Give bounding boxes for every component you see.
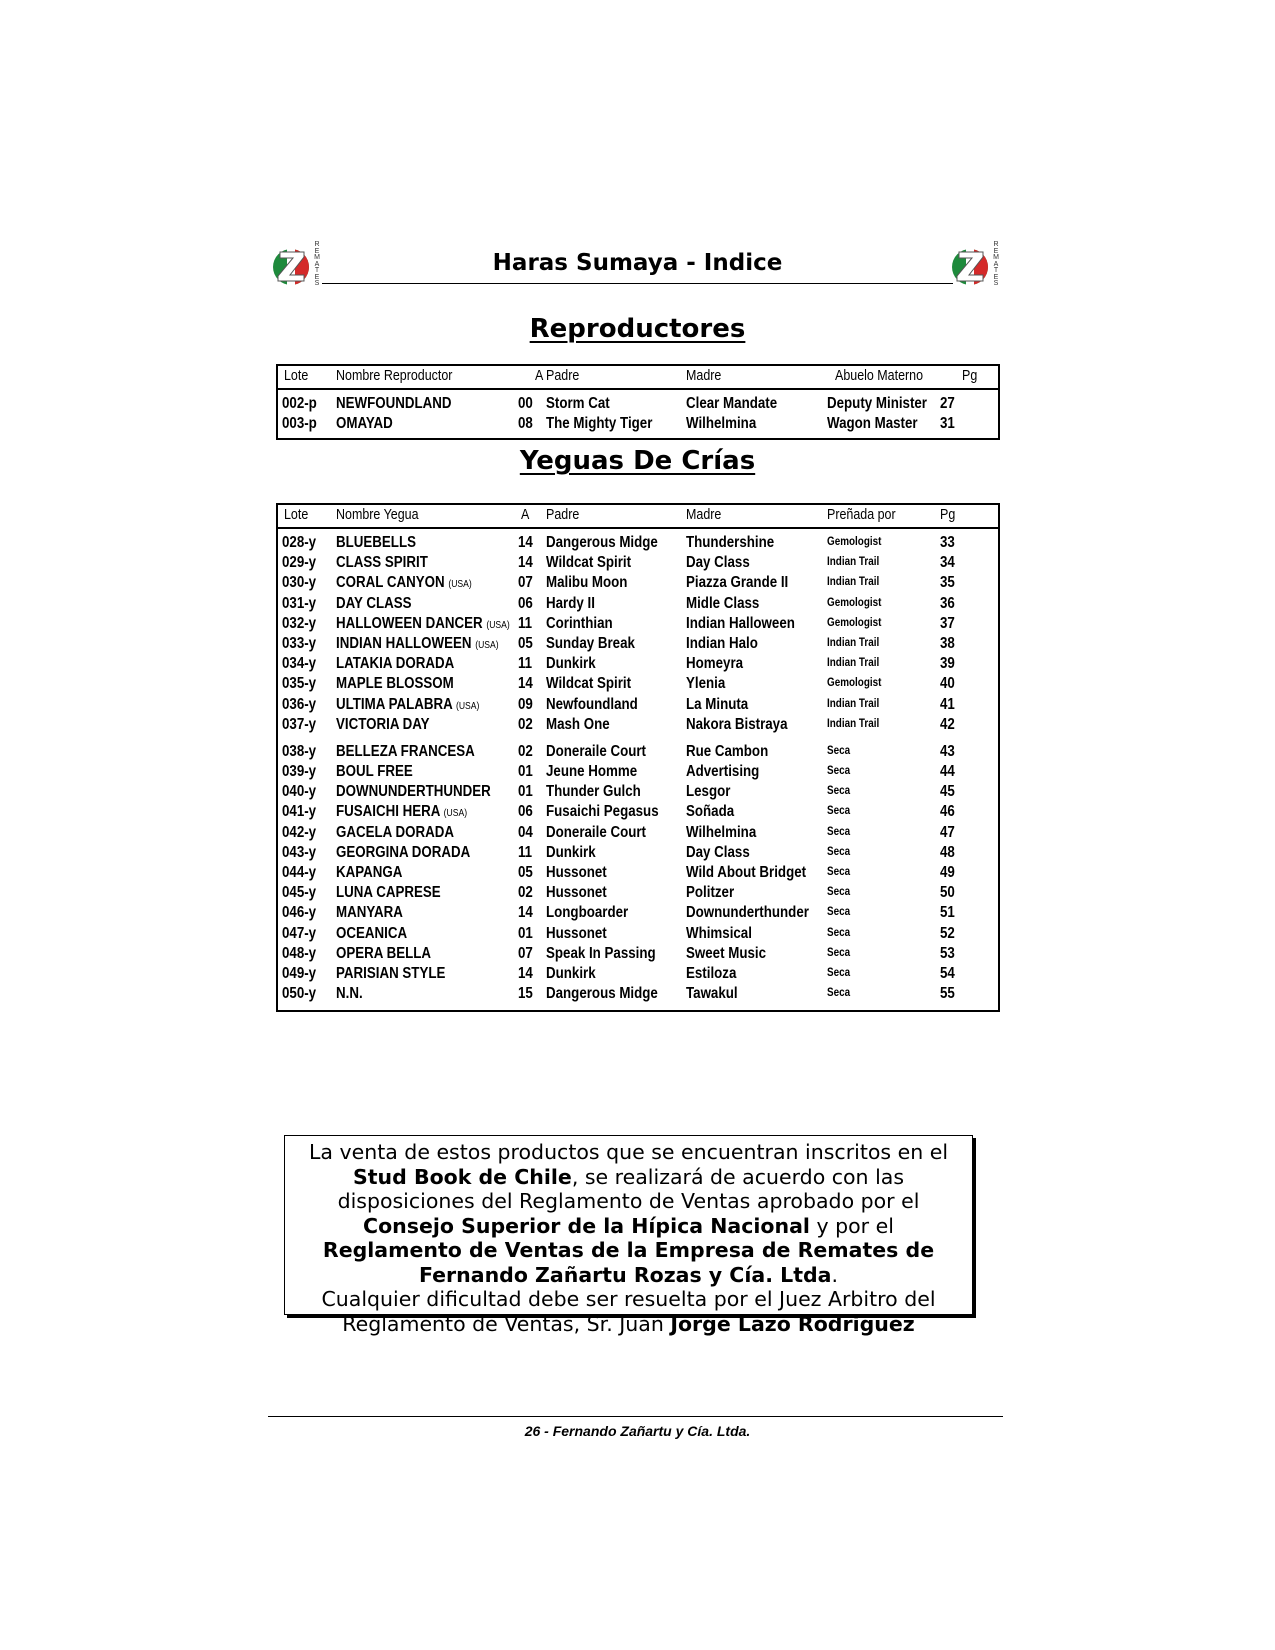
cell-prenada: Seca: [827, 906, 851, 919]
cell-pg: 46: [940, 803, 955, 821]
page-title: Haras Sumaya - Indice: [492, 250, 783, 276]
cell-prenada: Seca: [827, 946, 851, 959]
cell-prenada: Indian Trail: [827, 576, 880, 589]
cell-madre: Nakora Bistraya: [686, 715, 788, 733]
cell-pg: 43: [940, 742, 955, 760]
cell-pg: 31: [940, 415, 955, 432]
horse-name: OCEANICA: [336, 924, 408, 942]
cell-prenada: Gemologist: [827, 536, 882, 548]
cell-madre: Ylenia: [686, 675, 726, 693]
cell-a: 04: [518, 823, 533, 841]
col-nombre: Nombre Reproductor: [336, 368, 453, 384]
col-pg: Pg: [962, 368, 978, 384]
cell-nombre: [336, 925, 407, 943]
cell-pg: 55: [940, 985, 955, 1003]
cell-pg: 53: [940, 944, 955, 962]
cell-prenada: Indian Trail: [827, 657, 880, 670]
notice-bold: Stud Book de Chile: [352, 1164, 572, 1189]
cell-pg: 39: [940, 655, 955, 673]
cell-lote: 036-y: [282, 695, 317, 713]
table-row: [278, 415, 998, 435]
cell-madre: Day Class: [686, 554, 750, 572]
cell-pg: 33: [940, 534, 955, 551]
cell-madre: Tawakul: [686, 985, 738, 1003]
yeguas-table: [276, 503, 1000, 1012]
cell-prenada: Seca: [827, 805, 851, 818]
cell-prenada: Seca: [827, 966, 851, 979]
table-row: [278, 635, 998, 655]
cell-madre: Indian Halloween: [686, 614, 795, 632]
cell-nombre: [336, 884, 441, 902]
col-pg: Pg: [940, 507, 956, 523]
cell-padre: Hussonet: [546, 864, 607, 881]
cell-padre: Hardy II: [546, 594, 595, 612]
cell-nombre: [336, 844, 470, 862]
cell-a: 05: [518, 864, 533, 881]
cell-nombre: [336, 743, 475, 761]
table-row: [278, 554, 998, 574]
cell-pg: 45: [940, 783, 955, 801]
cell-madre: Midle Class: [686, 594, 760, 612]
horse-name: DOWNUNDERTHUNDER: [336, 783, 491, 801]
cell-a: 14: [518, 675, 533, 693]
cell-pg: 27: [940, 395, 955, 412]
cell-lote: 030-y: [282, 574, 317, 592]
cell-lote: 035-y: [282, 675, 317, 693]
col-a: A: [521, 507, 530, 523]
cell-madre: Soñada: [686, 803, 735, 821]
cell-prenada: Seca: [827, 744, 851, 757]
cell-padre: Hussonet: [546, 924, 607, 942]
horse-name: BLUEBELLS: [336, 534, 416, 551]
col-madre: Madre: [686, 507, 722, 523]
cell-lote: 038-y: [282, 742, 317, 760]
cell-lote: 047-y: [282, 924, 317, 942]
cell-prenada: Indian Trail: [827, 556, 880, 569]
cell-padre: Dangerous Midge: [546, 985, 658, 1003]
usa-tag: (USA): [443, 808, 468, 820]
col-abuelo: Abuelo Materno: [835, 368, 924, 384]
cell-madre: Wild About Bridget: [686, 864, 807, 881]
cell-madre: Day Class: [686, 843, 750, 861]
cell-lote: 032-y: [282, 614, 317, 632]
horse-name: MANYARA: [336, 904, 403, 922]
cell-lote: 045-y: [282, 884, 317, 902]
horse-name: HALLOWEEN DANCER: [336, 614, 483, 632]
cell-nombre: [336, 945, 431, 963]
cell-pg: 47: [940, 823, 955, 841]
cell-nombre: [336, 574, 472, 592]
cell-nombre: [336, 675, 454, 693]
cell-nombre: [336, 783, 491, 801]
cell-pg: 42: [940, 715, 955, 733]
cell-padre: Malibu Moon: [546, 574, 628, 592]
cell-nombre: [336, 595, 412, 613]
cell-padre: Dunkirk: [546, 843, 596, 861]
cell-nombre: [336, 635, 499, 653]
cell-madre: Indian Halo: [686, 634, 758, 652]
cell-nombre: [336, 824, 454, 842]
table-row: [278, 965, 998, 985]
cell-lote: 046-y: [282, 904, 317, 922]
cell-pg: 51: [940, 904, 955, 922]
page-footer: 26 - Fernando Zañartu y Cía. Ltda.: [524, 1423, 751, 1439]
usa-tag: (USA): [455, 700, 480, 712]
col-prenada: Preñada por: [827, 507, 896, 523]
cell-prenada: Seca: [827, 866, 851, 878]
cell-nombre: [336, 763, 413, 781]
cell-madre: Estiloza: [686, 964, 737, 982]
notice-text: y por el: [809, 1213, 894, 1238]
cell-lote: 043-y: [282, 843, 317, 861]
horse-name: BOUL FREE: [336, 763, 413, 781]
cell-padre: Dangerous Midge: [546, 534, 658, 551]
usa-tag: (USA): [448, 579, 472, 591]
horse-name: PARISIAN STYLE: [336, 964, 446, 982]
cell-madre: Sweet Music: [686, 944, 767, 962]
table-row: [278, 655, 998, 675]
horse-name: MAPLE BLOSSOM: [336, 675, 454, 693]
cell-prenada: Seca: [827, 886, 851, 899]
cell-a: 06: [518, 594, 533, 612]
horse-name: BELLEZA FRANCESA: [336, 742, 475, 760]
cell-pg: 50: [940, 884, 955, 902]
cell-a: 11: [518, 843, 533, 861]
col-padre: Padre: [546, 368, 580, 384]
page-header: [272, 242, 1003, 292]
cell-nombre: [336, 655, 454, 673]
notice-text: Cualquier dificultad debe ser resuelta por el Juez Arbitro del Reglamento de Ventas, Sr. Juan: [321, 1287, 936, 1336]
cell-lote: 037-y: [282, 715, 317, 733]
cell-lote: 033-y: [282, 634, 317, 652]
table-row: [278, 783, 998, 803]
cell-nombre: [336, 696, 479, 714]
cell-padre: Newfoundland: [546, 695, 638, 713]
table-row: [278, 884, 998, 904]
notice-bold: Jorge Lazo Rodriguez: [670, 1311, 915, 1336]
cell-madre: Wilhelmina: [686, 823, 757, 841]
cell-lote: 042-y: [282, 823, 317, 841]
notice-text: , se realizará de acuerdo con las disposiciones del Reglamento de Ventas aprobado por el: [337, 1164, 920, 1213]
table-row: [278, 824, 998, 844]
notice-text: La venta de estos productos que se encuentran inscritos en el: [308, 1140, 949, 1164]
table-row: [278, 945, 998, 965]
table-row: [278, 716, 998, 736]
col-padre: Padre: [546, 507, 580, 523]
table-row: [278, 615, 998, 635]
reproductores-table: [276, 364, 1000, 440]
cell-padre: Sunday Break: [546, 634, 635, 652]
cell-lote: 048-y: [282, 944, 317, 962]
col-lote: Lote: [284, 507, 309, 523]
cell-a: 08: [518, 415, 533, 432]
cell-lote: 039-y: [282, 763, 317, 781]
zz-remates-logo: [951, 242, 1003, 290]
cell-padre: Dunkirk: [546, 655, 596, 673]
cell-lote: 041-y: [282, 803, 317, 821]
horse-name: KAPANGA: [336, 864, 403, 881]
table-row: [278, 696, 998, 716]
cell-madre: Homeyra: [686, 655, 744, 673]
horse-name: LATAKIA DORADA: [336, 655, 455, 673]
table-row: [278, 763, 998, 783]
cell-nombre: [336, 904, 403, 922]
horse-name: INDIAN HALLOWEEN: [336, 634, 472, 652]
cell-a: 00: [518, 395, 533, 412]
horse-name: ULTIMA PALABRA: [336, 695, 453, 713]
cell-a: 14: [518, 964, 533, 982]
cell-padre: Storm Cat: [546, 395, 610, 412]
cell-pg: 52: [940, 924, 955, 942]
cell-pg: 37: [940, 614, 955, 632]
notice-bold: Reglamento de Ventas de la Empresa de Remates de Fernando Zañartu Rozas y Cía. Ltda: [322, 1238, 935, 1287]
cell-prenada: Seca: [827, 987, 851, 1000]
horse-name: GEORGINA DORADA: [336, 843, 471, 861]
cell-a: 01: [518, 763, 533, 781]
header-rule: [322, 283, 953, 284]
cell-nombre: NEWFOUNDLAND: [336, 395, 452, 412]
col-a: A: [535, 368, 544, 384]
cell-prenada: Seca: [827, 845, 851, 858]
cell-padre: Thunder Gulch: [546, 783, 641, 801]
cell-madre: La Minuta: [686, 695, 749, 713]
cell-a: 07: [518, 574, 533, 592]
horse-name: GACELA DORADA: [336, 823, 454, 841]
horse-name: DAY CLASS: [336, 594, 412, 612]
cell-padre: Longboarder: [546, 904, 629, 922]
cell-pg: 41: [940, 695, 955, 713]
cell-prenada: Seca: [827, 765, 851, 778]
cell-padre: Doneraile Court: [546, 742, 646, 760]
cell-a: 14: [518, 554, 533, 572]
notice-text: .: [831, 1262, 839, 1287]
cell-madre: Piazza Grande II: [686, 574, 789, 592]
horse-name: N.N.: [336, 985, 363, 1003]
cell-a: 11: [518, 614, 533, 632]
horse-name: CORAL CANYON: [336, 574, 445, 592]
cell-pg: 54: [940, 964, 955, 982]
table-header: [278, 505, 998, 529]
horse-name: FUSAICHI HERA: [336, 803, 440, 821]
table-row: [278, 395, 998, 415]
table-body: [278, 529, 998, 1005]
section-title-yeguas: Yeguas De Crías: [519, 446, 756, 476]
cell-madre: Thundershine: [686, 534, 775, 551]
cell-prenada: Gemologist: [827, 596, 882, 609]
cell-padre: Speak In Passing: [546, 944, 656, 962]
table-row: [278, 574, 998, 594]
table-row: [278, 675, 998, 695]
cell-a: 14: [518, 534, 533, 551]
col-nombre: Nombre Yegua: [336, 507, 419, 523]
col-madre: Madre: [686, 368, 722, 384]
cell-madre: Wilhelmina: [686, 415, 757, 432]
horse-name: OPERA BELLA: [336, 944, 432, 962]
cell-pg: 44: [940, 763, 955, 781]
cell-prenada: Seca: [827, 785, 851, 798]
cell-lote: 003-p: [282, 415, 317, 432]
table-row: [278, 595, 998, 615]
cell-a: 11: [518, 655, 533, 673]
horse-name: LUNA CAPRESE: [336, 884, 441, 902]
table-row: [278, 904, 998, 924]
cell-a: 01: [518, 783, 533, 801]
cell-a: 02: [518, 715, 533, 733]
cell-lote: 031-y: [282, 594, 317, 612]
notice-bold: Consejo Superior de la Hípica Nacional: [363, 1213, 810, 1238]
logo-vertical-text: R E M A T E S: [993, 241, 999, 287]
cell-lote: 049-y: [282, 964, 317, 982]
cell-a: 01: [518, 924, 533, 942]
cell-padre: Fusaichi Pegasus: [546, 803, 659, 821]
cell-nombre: [336, 985, 363, 1003]
cell-prenada: Seca: [827, 926, 851, 939]
cell-madre: Clear Mandate: [686, 395, 778, 412]
table-row: [278, 803, 998, 823]
cell-a: 05: [518, 634, 533, 652]
cell-padre: Mash One: [546, 715, 610, 733]
cell-nombre: [336, 864, 402, 882]
table-header: [278, 366, 998, 390]
cell-a: 07: [518, 944, 533, 962]
cell-padre: The Mighty Tiger: [546, 415, 653, 432]
table-row: [278, 534, 998, 554]
cell-prenada: Seca: [827, 825, 851, 838]
table-row: [278, 743, 998, 763]
zz-logo-icon: [951, 244, 991, 288]
cell-lote: 002-p: [282, 395, 317, 412]
cell-nombre: [336, 716, 430, 734]
cell-a: 06: [518, 803, 533, 821]
cell-madre: Downunderthunder: [686, 904, 809, 922]
cell-prenada: Indian Trail: [827, 636, 880, 649]
sale-notice-box: [284, 1135, 973, 1336]
cell-madre: Advertising: [686, 763, 760, 781]
cell-a: 15: [518, 985, 533, 1003]
cell-prenada: Indian Trail: [827, 697, 880, 710]
cell-lote: 044-y: [282, 864, 317, 881]
cell-a: 02: [518, 884, 533, 902]
cell-abuelo: Deputy Minister: [827, 395, 927, 412]
cell-pg: 38: [940, 634, 955, 652]
footer-rule: [268, 1416, 1003, 1417]
cell-a: 02: [518, 742, 533, 760]
cell-padre: Wildcat Spirit: [546, 675, 632, 693]
cell-prenada: Gemologist: [827, 616, 882, 629]
logo-vertical-text: R E M A T E S: [314, 241, 320, 287]
horse-name: VICTORIA DAY: [336, 715, 430, 733]
table-body: [278, 390, 998, 435]
usa-tag: (USA): [486, 619, 510, 631]
cell-lote: 040-y: [282, 783, 317, 801]
cell-prenada: Indian Trail: [827, 717, 880, 730]
cell-nombre: [336, 554, 428, 572]
cell-pg: 49: [940, 864, 955, 881]
cell-madre: Whimsical: [686, 924, 752, 942]
cell-madre: Politzer: [686, 884, 735, 902]
cell-padre: Doneraile Court: [546, 823, 646, 841]
cell-padre: Hussonet: [546, 884, 607, 902]
cell-lote: 029-y: [282, 554, 317, 572]
table-row: [278, 985, 998, 1005]
cell-padre: Wildcat Spirit: [546, 554, 632, 572]
cell-madre: Rue Cambon: [686, 742, 769, 760]
cell-nombre: [336, 615, 510, 633]
cell-pg: 40: [940, 675, 955, 693]
cell-a: 09: [518, 695, 533, 713]
cell-pg: 36: [940, 594, 955, 612]
cell-prenada: Gemologist: [827, 677, 882, 690]
cell-pg: 48: [940, 843, 955, 861]
cell-nombre: OMAYAD: [336, 415, 393, 432]
cell-lote: 028-y: [282, 534, 317, 551]
cell-padre: Dunkirk: [546, 964, 596, 982]
cell-nombre: [336, 965, 445, 983]
cell-nombre: [336, 534, 416, 552]
cell-padre: Jeune Homme: [546, 763, 638, 781]
col-lote: Lote: [284, 368, 309, 384]
table-row: [278, 864, 998, 884]
cell-pg: 34: [940, 554, 955, 572]
cell-lote: 050-y: [282, 985, 317, 1003]
usa-tag: (USA): [475, 639, 499, 651]
section-title-reproductores: Reproductores: [529, 314, 746, 344]
cell-padre: Corinthian: [546, 614, 613, 632]
horse-name: CLASS SPIRIT: [336, 554, 428, 572]
cell-lote: 034-y: [282, 655, 317, 673]
cell-madre: Lesgor: [686, 783, 731, 801]
cell-pg: 35: [940, 574, 955, 592]
cell-abuelo: Wagon Master: [827, 415, 918, 432]
table-row: [278, 844, 998, 864]
table-row: [278, 925, 998, 945]
cell-a: 14: [518, 904, 533, 922]
cell-nombre: [336, 803, 467, 821]
